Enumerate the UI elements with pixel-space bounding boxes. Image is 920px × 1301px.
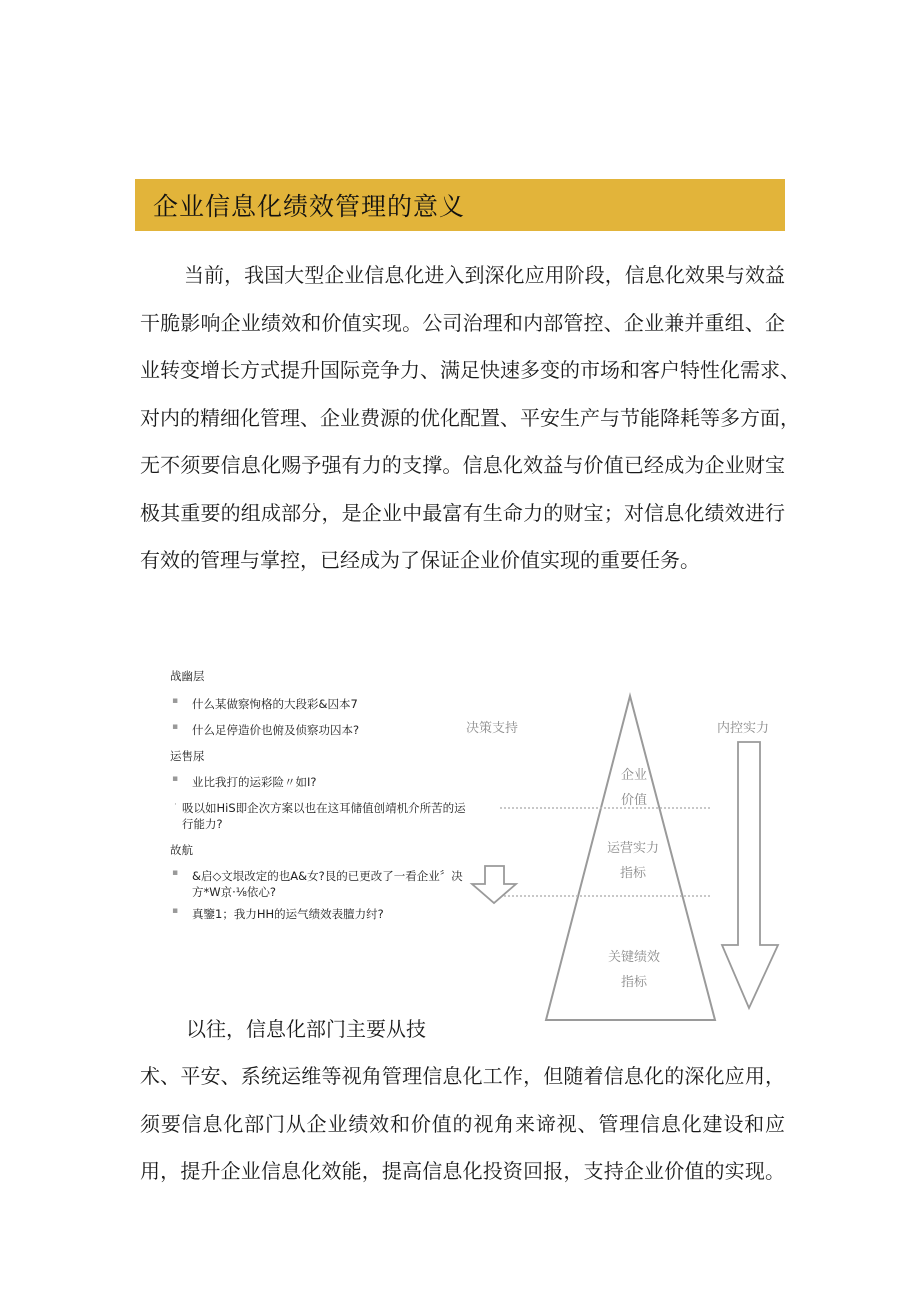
- pyramid-level-label: 关键绩效: [607, 950, 661, 965]
- paragraph-line: 当前，我国大型企业信息化进入到深化应用阶段，信息化效果与效益: [184, 263, 785, 287]
- down-arrow-small-icon: [472, 866, 516, 903]
- paragraph-line: 用，提升企业信息化效能，提高信息化投资回报，支持企业价值的实现。: [140, 1159, 785, 1183]
- figure-section-heading: 故航: [170, 843, 193, 857]
- bullet-icon: ▪: [172, 774, 179, 784]
- paragraph-line: 无不须要信息化赐予强有力的支撑。信息化效益与价值已经成为企业财宝: [140, 453, 785, 477]
- paragraph-2: [140, 1053, 785, 1196]
- bullet-icon: ▪: [172, 696, 179, 706]
- decision-support-label: 决策支持: [466, 721, 519, 736]
- paragraph-line: 有效的管理与掌控，已经成为了保证企业价值实现的重要任务。: [140, 548, 700, 572]
- pyramid-level-label: 价值: [620, 793, 648, 808]
- paragraph-line: 须要信息化部门从企业绩效和价值的视角来谛视、管理信息化建设和应: [140, 1111, 785, 1136]
- paragraph-2-first-line: 以往，信息化部门主要从技: [186, 1017, 426, 1041]
- paragraph-line: 术、平安、系统运维等视角管理信息化工作，但随着信息化的深化应用，: [140, 1064, 785, 1088]
- figure-section-heading: 运售尿: [170, 749, 205, 763]
- pyramid-level-label: 指标: [619, 866, 647, 881]
- pyramid-level-label: 运营实力: [606, 841, 660, 856]
- paragraph-line: 对内的精细化管理、企业费源的优化配置、平安生产与节能降耗等多方面，: [140, 405, 800, 430]
- paragraph-line: 极其重要的组成部分，是企业中最富有生命力的财宝；对信息化绩效进行: [140, 500, 785, 525]
- pyramid-level-label: 企业: [620, 768, 648, 783]
- pyramid-shape: [546, 696, 715, 1020]
- bullet-icon: ▪: [172, 906, 179, 916]
- paragraph-line: 业转变增长方式提升国际竞争力、满足快速多变的市场和客户特性化需求、: [140, 358, 800, 382]
- pyramid-level-label: 指标: [620, 975, 648, 990]
- down-arrow-large-icon: [722, 742, 778, 1008]
- paragraph-line: 干脆影响企业绩效和价值实现。公司治理和内部管控、企业兼并重组、企: [140, 310, 785, 335]
- section-title-bar: [135, 179, 785, 231]
- bullet-icon: ▪: [172, 722, 179, 732]
- figure-section-heading: 战幽层: [170, 669, 205, 683]
- pyramid-diagram: [460, 690, 790, 1030]
- internal-control-label: 内控实力: [717, 721, 770, 736]
- bullet-icon: ▪: [172, 868, 179, 878]
- section-title: 企业信息化绩效管理的意义: [153, 192, 466, 221]
- paragraph-1: [140, 252, 800, 585]
- bullet-icon: ·: [174, 800, 177, 810]
